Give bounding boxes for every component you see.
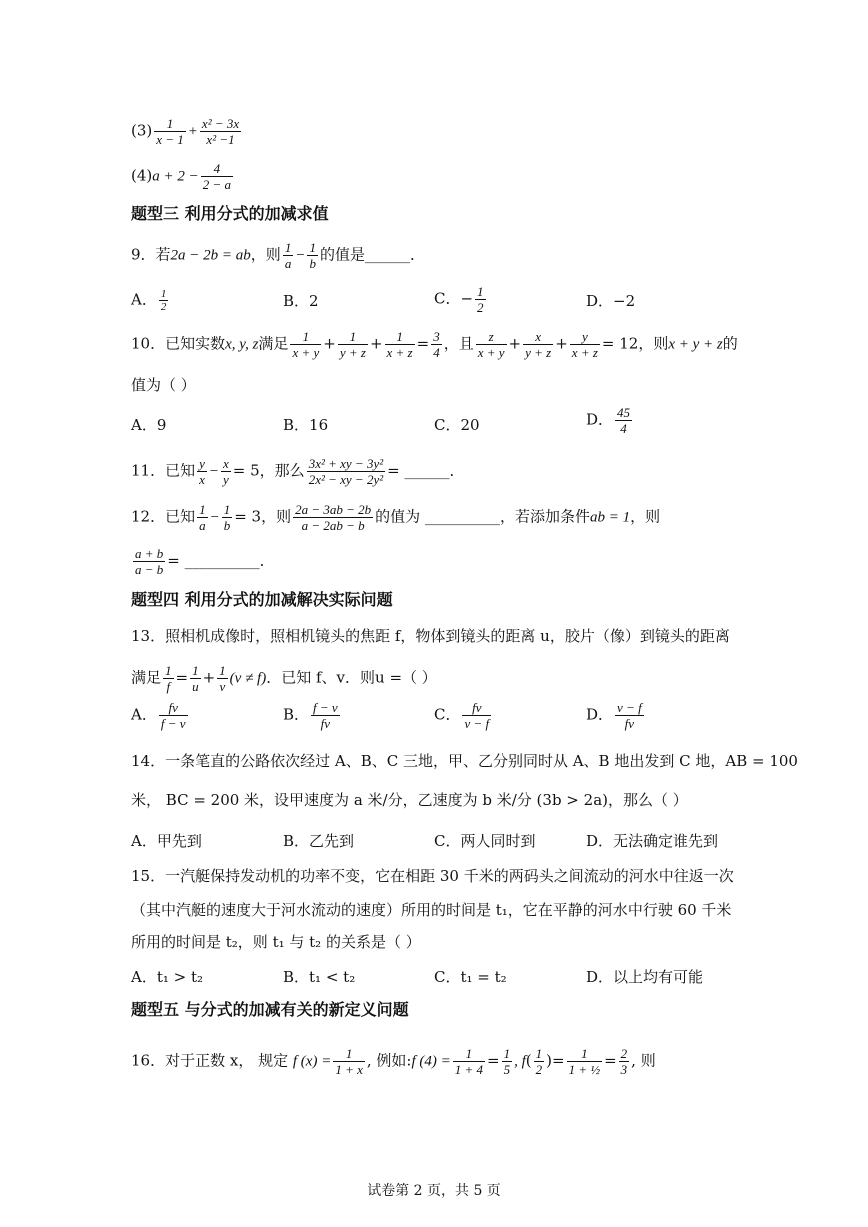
option-b[interactable]: B．16 bbox=[283, 416, 329, 434]
denominator: x² −1 bbox=[200, 131, 241, 147]
condition: ab = 1 bbox=[589, 509, 631, 526]
option-d[interactable] bbox=[586, 405, 634, 436]
denominator: a bbox=[284, 256, 292, 271]
question-14: 14．一条笔直的公路依次经过 A、B、C 三地，甲、乙分别同时从 A、B 地出发到 C 地，AB = 100 bbox=[131, 752, 798, 770]
section-heading-4: 题型四 利用分式的加减解决实际问题 bbox=[131, 590, 393, 609]
denominator: x + y bbox=[292, 345, 320, 360]
numerator: 1 bbox=[503, 1046, 511, 1061]
denominator: 2 bbox=[160, 301, 167, 313]
numerator: 1 bbox=[345, 1046, 353, 1061]
fraction bbox=[159, 288, 169, 313]
fraction bbox=[307, 240, 318, 271]
page-footer: 试卷第 2 页，共 5 页 bbox=[367, 1183, 501, 1199]
option-label: B． bbox=[283, 705, 310, 724]
denominator: 4 bbox=[615, 420, 632, 436]
numerator: 1 bbox=[309, 240, 316, 255]
operator: + bbox=[187, 123, 198, 140]
text: 的 bbox=[722, 334, 738, 353]
question-15-line-2: （其中汽艇的速度大于河水流动的速度）所用的时间是 t₁，它在平静的河水中行驶 60 千米 bbox=[131, 901, 732, 919]
option-b[interactable] bbox=[283, 700, 342, 731]
fraction bbox=[159, 700, 188, 731]
numerator: 1 bbox=[535, 1046, 543, 1061]
text: u =（ ） bbox=[375, 668, 437, 687]
numerator: f − v bbox=[313, 700, 338, 715]
fraction bbox=[154, 116, 186, 147]
variables: x, y, z bbox=[225, 336, 259, 353]
numerator: 1 bbox=[302, 329, 310, 344]
numerator: y bbox=[581, 329, 588, 344]
question-14-line-2: 米， BC = 200 米，设甲速度为 a 米/分，乙速度为 b 米/分 (3b > 2a)，那么（ ） bbox=[131, 791, 688, 809]
denominator: 2 − a bbox=[202, 177, 232, 192]
numerator: 1 bbox=[465, 1046, 473, 1061]
denominator: v bbox=[217, 678, 228, 694]
fraction bbox=[217, 663, 228, 694]
option-d[interactable]: D．以上均有可能 bbox=[586, 968, 704, 986]
condition: (v ≠ f) bbox=[229, 670, 267, 687]
denominator: 5 bbox=[503, 1062, 511, 1077]
expression: , f bbox=[514, 1053, 526, 1070]
question-9 bbox=[131, 240, 425, 271]
problem-label: (3) bbox=[131, 121, 153, 140]
denominator: y + z bbox=[339, 345, 366, 360]
numerator: x bbox=[535, 329, 542, 344]
question-11 bbox=[131, 456, 464, 487]
question-number: 11．已知 bbox=[131, 461, 196, 480]
expression: a + 2 − bbox=[152, 168, 199, 185]
text: ，那么 bbox=[259, 461, 305, 480]
numerator: 1 bbox=[284, 240, 292, 255]
text: ，则 bbox=[638, 334, 669, 353]
option-d[interactable]: D．无法确定谁先到 bbox=[586, 832, 719, 850]
option-b[interactable]: B．t₁ < t₂ bbox=[283, 968, 356, 986]
text: = __________． bbox=[167, 551, 275, 570]
option-a[interactable]: A．9 bbox=[131, 416, 167, 434]
option-d[interactable] bbox=[586, 700, 646, 731]
numerator: 1 bbox=[199, 502, 206, 517]
question-12 bbox=[131, 502, 660, 533]
operator: − bbox=[295, 247, 306, 264]
fraction bbox=[619, 1046, 630, 1077]
numerator: 2 bbox=[620, 1046, 628, 1061]
option-label: D． bbox=[586, 410, 614, 429]
denominator: y + z bbox=[525, 345, 552, 360]
condition: 2a − 2b = ab bbox=[170, 247, 251, 264]
option-a[interactable] bbox=[131, 288, 170, 313]
fraction bbox=[462, 700, 491, 731]
denominator: a − b bbox=[135, 562, 164, 577]
numerator: 1 bbox=[192, 663, 199, 678]
fraction bbox=[197, 502, 208, 533]
denominator: a − 2ab − b bbox=[293, 517, 373, 533]
denominator: b bbox=[223, 518, 231, 533]
fraction bbox=[283, 240, 294, 271]
fraction bbox=[333, 1046, 365, 1077]
operator: = bbox=[175, 668, 189, 687]
text: ，则 bbox=[261, 507, 292, 526]
fraction bbox=[534, 1046, 545, 1077]
option-b[interactable]: B．2 bbox=[283, 292, 319, 310]
fraction bbox=[221, 456, 231, 487]
denominator: 1 + x bbox=[335, 1062, 363, 1077]
text: 满足 bbox=[258, 334, 289, 353]
text: = ______． bbox=[387, 461, 465, 480]
denominator: fv bbox=[615, 715, 644, 731]
section-heading-5: 题型五 与分式的加减有关的新定义问题 bbox=[131, 1000, 409, 1019]
option-c[interactable] bbox=[434, 700, 493, 731]
question-number: 9．若 bbox=[131, 245, 171, 264]
denominator: 1 + ½ bbox=[568, 1062, 601, 1077]
section-heading-3: 题型三 利用分式的加减求值 bbox=[131, 204, 329, 223]
text: = 3 bbox=[234, 507, 262, 526]
denominator: fv bbox=[311, 715, 340, 731]
problem-label: (4) bbox=[131, 166, 153, 185]
fraction bbox=[431, 329, 442, 360]
numerator: a + b bbox=[135, 546, 164, 561]
numerator: 3x² + xy − 3y² bbox=[308, 456, 384, 471]
fraction bbox=[293, 502, 373, 533]
denominator: u bbox=[192, 679, 199, 694]
numerator: fv bbox=[168, 700, 178, 715]
denominator: f bbox=[163, 678, 174, 694]
denominator: 2 bbox=[477, 300, 484, 315]
question-10-line-2: 值为（ ） bbox=[131, 376, 196, 394]
text: ，且 bbox=[443, 334, 474, 353]
fraction bbox=[163, 663, 174, 694]
question-number: 12．已知 bbox=[131, 507, 196, 526]
fraction bbox=[475, 284, 486, 315]
option-c[interactable]: C．t₁ = t₂ bbox=[434, 968, 507, 986]
problem-4 bbox=[131, 161, 235, 192]
fraction bbox=[201, 161, 233, 192]
fraction bbox=[476, 329, 507, 360]
question-16: 16．对于正数 x， 规定 f (x) = $\frac{1}{1 + x}$ , 例如:f (4) = $\frac{1}{1 + 4}$ = $\frac{1}{5}$ , f( $\frac{1}{2}$ )= $\frac{1}{\text{1 + ½}}$ = $\frac{2}{3}$ , 则 bbox=[131, 1046, 656, 1077]
fraction bbox=[200, 116, 241, 147]
numerator: 1 bbox=[219, 663, 226, 678]
numerator: fv bbox=[472, 700, 482, 715]
denominator: x bbox=[199, 472, 205, 487]
numerator: 1 bbox=[396, 329, 403, 344]
denominator: x − 1 bbox=[156, 132, 184, 147]
numerator: 1 bbox=[160, 288, 167, 300]
fraction bbox=[133, 546, 165, 577]
fraction bbox=[338, 329, 368, 360]
fraction bbox=[197, 456, 207, 487]
text: ，则 bbox=[630, 507, 661, 526]
question-10: 10．已知实数x, y, z满足 $\frac{1}{x + y}$ + $\frac{1}{y + z}$ + $\frac{1}{x + z}$ = $\frac{3}{4}$ ，且 $\frac{z}{x + y}$ + $\frac{x}{y + z}$ + $\frac{y}{x + z}$ = 12，则x + y + z的 bbox=[131, 329, 738, 360]
operator: = bbox=[604, 1051, 617, 1070]
fraction bbox=[311, 700, 340, 731]
numerator: 1 bbox=[166, 116, 174, 131]
numerator: 1 bbox=[223, 502, 231, 517]
denominator: x + y bbox=[477, 345, 505, 360]
problem-3 bbox=[131, 116, 243, 147]
numerator: 1 bbox=[165, 663, 172, 678]
numerator: x² − 3x bbox=[201, 116, 240, 131]
option-label: C．− bbox=[434, 289, 474, 308]
denominator: b bbox=[309, 256, 316, 271]
operator: − bbox=[208, 463, 219, 480]
denominator: v − f bbox=[464, 716, 490, 731]
fraction bbox=[615, 405, 632, 436]
option-d[interactable]: D．−2 bbox=[586, 292, 636, 310]
expression: f (4) = bbox=[411, 1053, 451, 1070]
numerator: 3 bbox=[433, 329, 440, 344]
fraction bbox=[290, 329, 321, 360]
option-a[interactable]: A．甲先到 bbox=[131, 832, 202, 850]
expression: x + y + z bbox=[668, 336, 723, 353]
fraction bbox=[307, 456, 385, 487]
question-15-line-3: 所用的时间是 t₂，则 t₁ 与 t₂ 的关系是（ ） bbox=[131, 933, 421, 951]
option-c[interactable]: C．两人同时到 bbox=[434, 832, 536, 850]
option-a[interactable]: A．t₁ > t₂ bbox=[131, 968, 204, 986]
text: 的值是______． bbox=[319, 245, 425, 264]
question-13: 13．照相机成像时，照相机镜头的焦距 f，物体到镜头的距离 u，胶片（像）到镜头的距离 bbox=[131, 627, 730, 645]
fraction bbox=[385, 329, 415, 360]
operator: + bbox=[202, 668, 216, 687]
numerator: 1 bbox=[349, 329, 357, 344]
numerator: 2a − 3ab − 2b bbox=[295, 502, 372, 517]
text: = 5 bbox=[232, 461, 260, 480]
fraction bbox=[222, 502, 233, 533]
numerator: y bbox=[199, 456, 205, 471]
option-label: A． bbox=[131, 290, 157, 309]
fraction bbox=[570, 329, 600, 360]
question-13-line-2 bbox=[131, 663, 437, 694]
denominator: 3 bbox=[620, 1062, 628, 1077]
denominator: f − v bbox=[160, 716, 186, 731]
option-label: D． bbox=[586, 705, 614, 724]
fraction bbox=[615, 700, 644, 731]
denominator: 1 + 4 bbox=[454, 1062, 484, 1077]
text: = 12 bbox=[601, 334, 639, 353]
text: 的值为 __________，若添加条件 bbox=[375, 507, 590, 526]
text: , 例如: bbox=[366, 1051, 412, 1070]
numerator: 45 bbox=[617, 405, 631, 420]
option-a[interactable] bbox=[131, 700, 190, 731]
option-b[interactable]: B．乙先到 bbox=[283, 832, 355, 850]
denominator: a bbox=[199, 518, 206, 533]
option-c[interactable] bbox=[434, 284, 488, 315]
operator: − bbox=[209, 509, 220, 526]
text: , 则 bbox=[631, 1051, 656, 1070]
fraction bbox=[502, 1046, 513, 1077]
fraction bbox=[523, 329, 553, 360]
option-c[interactable]: C．20 bbox=[434, 416, 480, 434]
numerator: 4 bbox=[213, 161, 221, 176]
fraction bbox=[190, 663, 201, 694]
operator: = bbox=[416, 334, 430, 353]
question-number: 10．已知实数 bbox=[131, 334, 226, 353]
denominator: 4 bbox=[433, 345, 440, 360]
text: ．已知 f、v．则 bbox=[266, 668, 376, 687]
denominator: 2 bbox=[535, 1062, 543, 1077]
operator: = bbox=[551, 1051, 565, 1070]
fraction bbox=[453, 1046, 485, 1077]
text: 满足 bbox=[131, 668, 162, 687]
denominator: y bbox=[223, 472, 229, 487]
denominator: x + z bbox=[571, 345, 598, 360]
numerator: 1 bbox=[477, 284, 484, 299]
numerator: z bbox=[488, 329, 494, 344]
question-12-line-2 bbox=[131, 546, 275, 577]
operator: = bbox=[487, 1051, 500, 1070]
denominator: 2x² − xy − 2y² bbox=[308, 472, 384, 487]
text: ，则 bbox=[250, 245, 281, 264]
option-label: A． bbox=[131, 705, 157, 724]
option-label: C． bbox=[434, 705, 461, 724]
numerator: x bbox=[223, 456, 229, 471]
numerator: 1 bbox=[581, 1046, 588, 1061]
denominator: x + z bbox=[386, 345, 413, 360]
question-number: 16．对于正数 x， 规定 bbox=[131, 1051, 289, 1070]
function-def: f (x) = bbox=[292, 1053, 332, 1070]
question-15: 15．一汽艇保持发动机的功率不变，它在相距 30 千米的两码头之间流动的河水中往返一次 bbox=[131, 867, 734, 885]
fraction bbox=[567, 1046, 603, 1077]
numerator: v − f bbox=[617, 700, 642, 715]
